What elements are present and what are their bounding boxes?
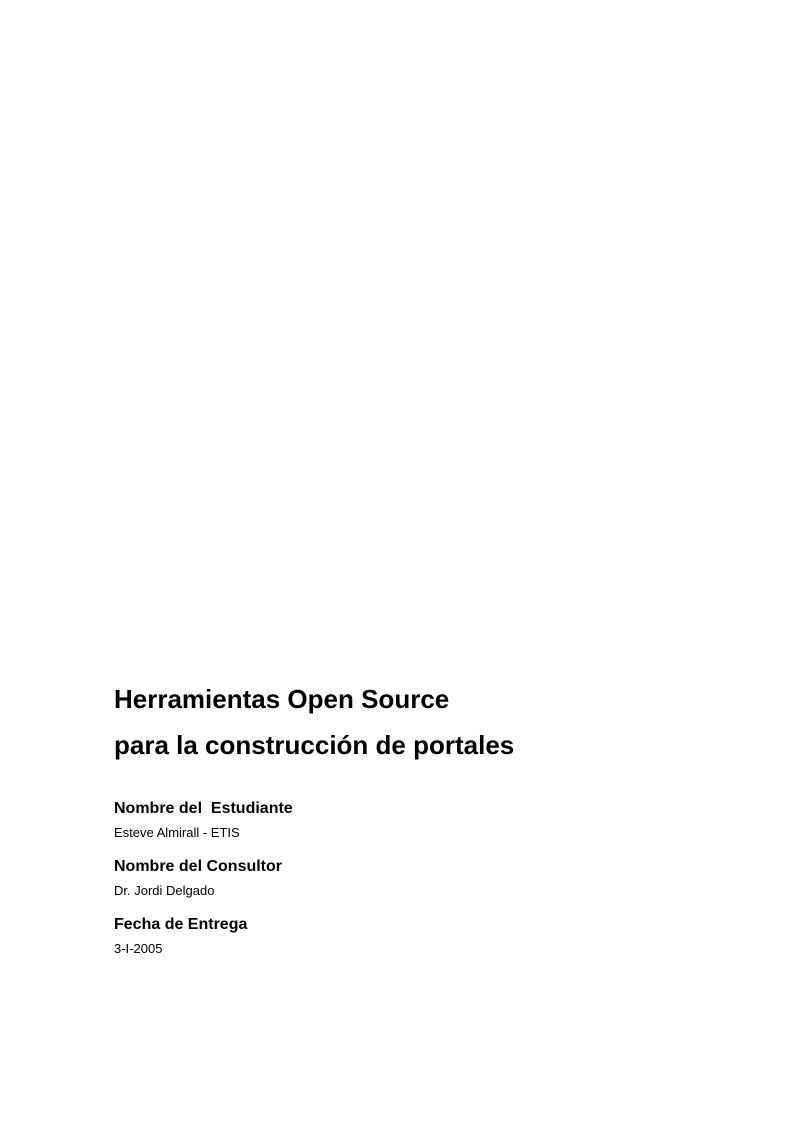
- student-section: [114, 798, 734, 842]
- consultant-section: [114, 856, 734, 900]
- consultant-label: Nombre del Consultor: [114, 858, 283, 875]
- title-line-1: Herramientas Open Source: [114, 684, 450, 714]
- delivery-date-section: [114, 914, 734, 958]
- student-name: Esteve Almirall - ETIS: [114, 825, 240, 840]
- document-title: [114, 676, 734, 768]
- student-label: Nombre del Estudiante: [114, 800, 293, 817]
- consultant-name: Dr. Jordi Delgado: [114, 883, 215, 898]
- delivery-date-label: Fecha de Entrega: [114, 916, 248, 933]
- cover-info: [114, 798, 734, 958]
- title-line-2: para la construcción de portales: [114, 730, 515, 760]
- delivery-date-value: 3-I-2005: [114, 941, 163, 956]
